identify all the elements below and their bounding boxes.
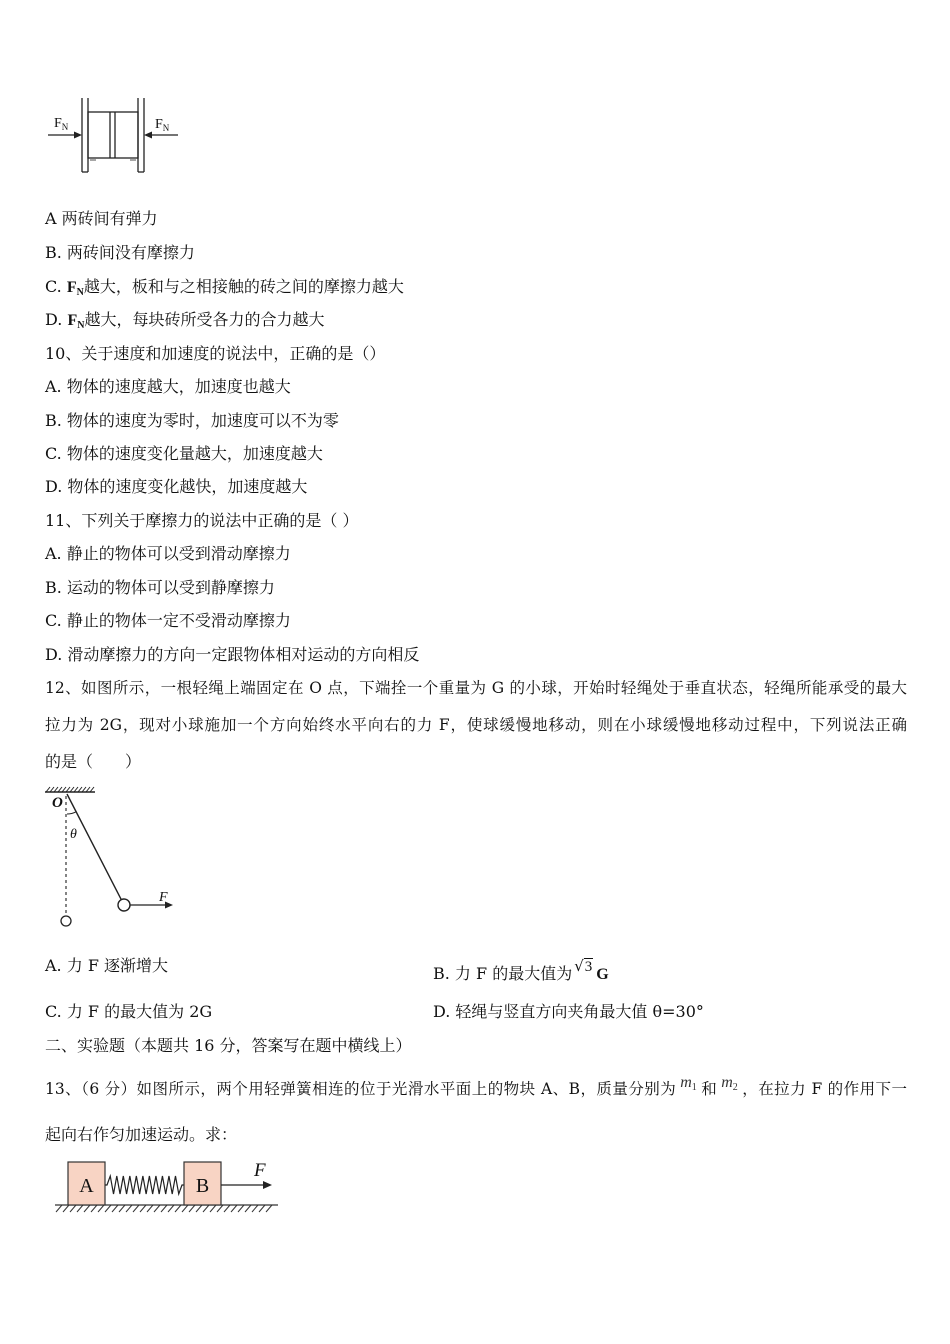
q12-option-a: A. 力 F 逐渐增大 <box>45 956 169 975</box>
pull-force-label: F <box>254 1160 266 1181</box>
ground-hatch <box>266 1205 272 1212</box>
q11-option-a: A. 静止的物体可以受到滑动摩擦力 <box>45 544 291 563</box>
q13-line-2: 起向右作匀加速运动。求： <box>45 1125 238 1144</box>
rope <box>67 794 121 900</box>
q11-option-d: D. 滑动摩擦力的方向一定跟物体相对运动的方向相反 <box>45 645 420 664</box>
ground-hatch <box>63 1205 69 1212</box>
ground-hatch <box>245 1205 251 1212</box>
ground-hatch <box>189 1205 195 1212</box>
q10-option-c: C. 物体的速度变化量越大，加速度越大 <box>45 444 323 463</box>
ground-hatch <box>77 1205 83 1212</box>
pull-force-arrow <box>221 1181 272 1189</box>
ground-hatch <box>119 1205 125 1212</box>
left-force-arrow <box>48 132 82 139</box>
q12-stem-line-3: 的是（ ） <box>45 752 142 771</box>
right-force-arrow <box>144 132 178 139</box>
initial-ball <box>61 916 71 926</box>
angle-label: θ <box>70 827 77 842</box>
ground-hatch <box>182 1205 188 1212</box>
q10-option-d: D. 物体的速度变化越快，加速度越大 <box>45 477 308 496</box>
ground-hatch <box>84 1205 90 1212</box>
ground-hatch <box>175 1205 181 1212</box>
q11-option-b: B. 运动的物体可以受到静摩擦力 <box>45 578 275 597</box>
q12-option-c: C. 力 F 的最大值为 2G <box>45 1002 213 1021</box>
ground-hatch <box>210 1205 216 1212</box>
ground-hatch <box>126 1205 132 1212</box>
mass-2-symbol: $m_2$ <box>721 1074 738 1093</box>
q12-stem-line-2: 拉力为 2G，现对小球施加一个方向始终水平向右的力 F，使球缓慢地移动，则在小球缓慢地移动过程中，下列说法正确 <box>45 716 907 734</box>
ground-hatch <box>105 1205 111 1212</box>
ground-hatch <box>224 1205 230 1212</box>
q12-stem-line-1: 12、如图所示，一根轻绳上端固定在 O 点，下端拴一个重量为 G 的小球，开始时轻绳处于垂直状态，轻绳所能承受的最大 <box>45 679 907 697</box>
ground-hatch <box>259 1205 265 1212</box>
ground-hatch <box>203 1205 209 1212</box>
ground-hatch <box>91 1205 97 1212</box>
q10-option-a: A. 物体的速度越大，加速度也越大 <box>45 377 291 396</box>
q9-option-b: B. 两砖间没有摩擦力 <box>45 243 195 262</box>
ball <box>118 899 130 911</box>
ground-hatch <box>154 1205 160 1212</box>
section-2-heading: 二、实验题（本题共 16 分，答案写在题中横线上） <box>45 1036 412 1055</box>
ground-hatch <box>112 1205 118 1212</box>
ground-hatch <box>147 1205 153 1212</box>
ground-hatch <box>133 1205 139 1212</box>
ground-hatch <box>70 1205 76 1212</box>
pendulum-figure <box>40 780 185 935</box>
ground-hatch <box>238 1205 244 1212</box>
pivot-label: O <box>52 795 63 811</box>
ground-hatch <box>231 1205 237 1212</box>
ground-hatch <box>161 1205 167 1212</box>
q13-line-1: 13、（6 分）如图所示，两个用轻弹簧相连的位于光滑水平面上的物块 A、B，质量分别为 $m_1$ 和 $m_2$ ，在拉力 F 的作用下一 <box>45 1074 907 1098</box>
spring-blocks-figure <box>50 1155 285 1217</box>
left-force-label: $F_N$ <box>54 116 69 132</box>
angle-arc <box>67 812 76 814</box>
sqrt-3: √3 <box>574 957 593 975</box>
q12-option-d: D. 轻绳与竖直方向夹角最大值 θ=30° <box>433 1002 704 1021</box>
q11-stem: 11、下列关于摩擦力的说法中正确的是（ ） <box>45 511 359 530</box>
ground-hatch <box>140 1205 146 1212</box>
ground-hatch <box>252 1205 258 1212</box>
q10-option-b: B. 物体的速度为零时，加速度可以不为零 <box>45 411 339 430</box>
ground-hatch <box>168 1205 174 1212</box>
block-a-label: A <box>79 1175 94 1197</box>
right-force-label: $F_N$ <box>155 117 170 133</box>
q10-stem: 10、关于速度和加速度的说法中，正确的是（） <box>45 344 386 363</box>
block-b-label: B <box>195 1175 210 1197</box>
ground-hatch <box>98 1205 104 1212</box>
mass-1-symbol: $m_1$ <box>680 1074 697 1093</box>
spring <box>105 1176 184 1194</box>
force-label: F <box>159 890 168 905</box>
ground <box>55 1205 278 1212</box>
q9-option-d: D. $F_N$越大，每块砖所受各力的合力越大 <box>45 310 325 331</box>
bricks-figure <box>40 92 190 182</box>
ground-hatch <box>56 1205 62 1212</box>
q9-option-c: C. $F_N$越大，板和与之相接触的砖之间的摩擦力越大 <box>45 277 404 298</box>
q9-option-a: A 两砖间有弹力 <box>45 209 158 228</box>
q12-option-b: B. 力 F 的最大值为 √3 G <box>433 957 609 983</box>
ground-hatch <box>196 1205 202 1212</box>
ground-hatch <box>217 1205 223 1212</box>
ceiling <box>45 787 95 792</box>
q11-option-c: C. 静止的物体一定不受滑动摩擦力 <box>45 611 291 630</box>
